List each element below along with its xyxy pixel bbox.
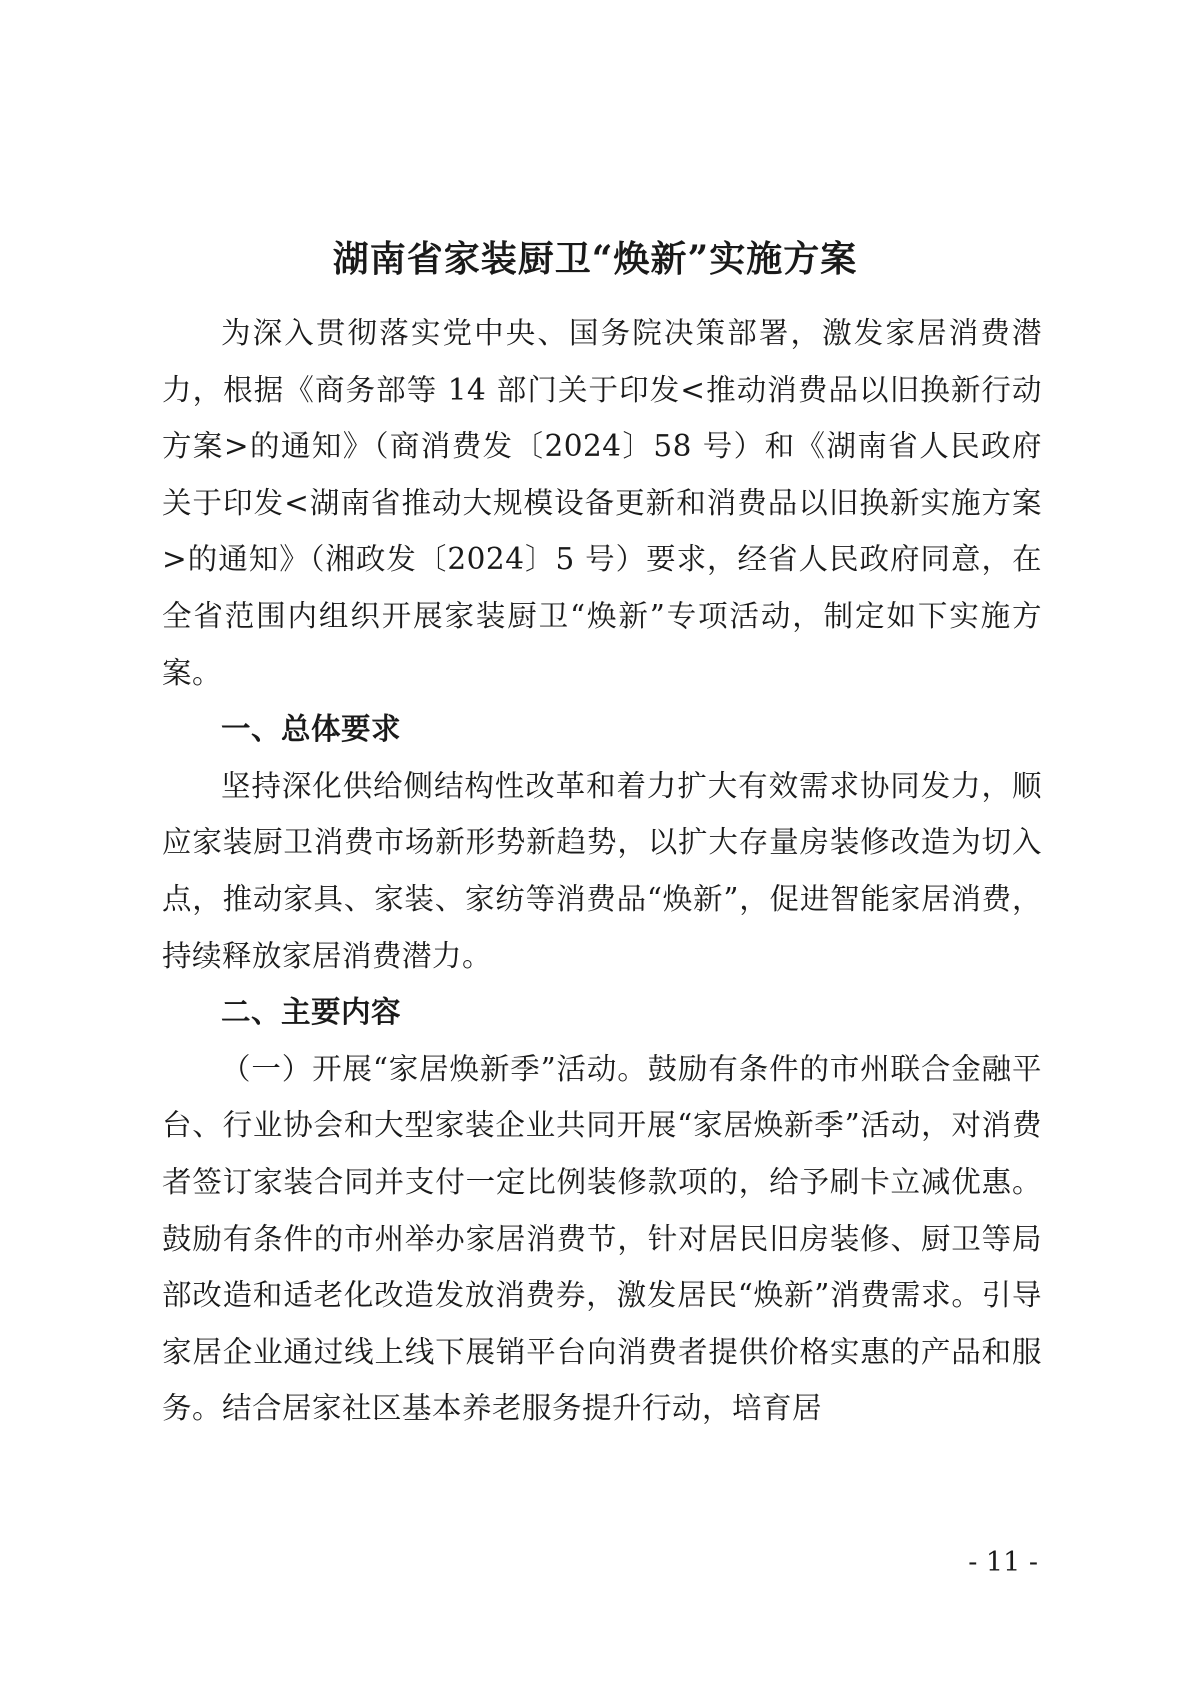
section-heading-overall-requirements: 一、总体要求 [221,712,402,747]
section-paragraph-overall-requirements: 坚持深化供给侧结构性改革和着力扩大有效需求协同发力，顺应家装厨卫消费市场新形势新趋势，以扩大存量房装修改造为切入点，推动家具、家装、家纺等消费品“焕新”，促进智能家居消费，持续释放家居消费潜力。 [162,768,1042,973]
intro-paragraph: 为深入贯彻落实党中央、国务院决策部署，激发家居消费潜力，根据《商务部等 14 部门关于印发<推动消费品以旧换新行动方案>的通知》（商消费发〔2024〕58 号）和《湖南省人民政府关于印发<湖南省推动大规模设备更新和消费品以旧换新实施方案>的通知》（湘政发〔2024〕5 号）要求，经省人民政府同意，在全省范围内组织开展家装厨卫“焕新”专项活动，制定如下实施方案。 [162,316,1042,690]
document-body [162,305,1042,1437]
document-title: 湖南省家装厨卫“焕新”实施方案 [332,238,858,281]
section-paragraph-home-renewal-season: （一）开展“家居焕新季”活动。鼓励有条件的市州联合金融平台、行业协会和大型家装企业共同开展“家居焕新季”活动，对消费者签订家装合同并支付一定比例装修款项的，给予刷卡立减优惠。鼓励有条件的市州举办家居消费节，针对居民旧房装修、厨卫等局部改造和适老化改造发放消费券，激发居民“焕新”消费需求。引导家居企业通过线上线下展销平台向消费者提供价格实惠的产品和服务。结合居家社区基本养老服务提升行动，培育居 [162,1051,1042,1426]
page-number: - 11 - [968,1547,1038,1578]
section-heading-main-content: 二、主要内容 [221,995,402,1030]
